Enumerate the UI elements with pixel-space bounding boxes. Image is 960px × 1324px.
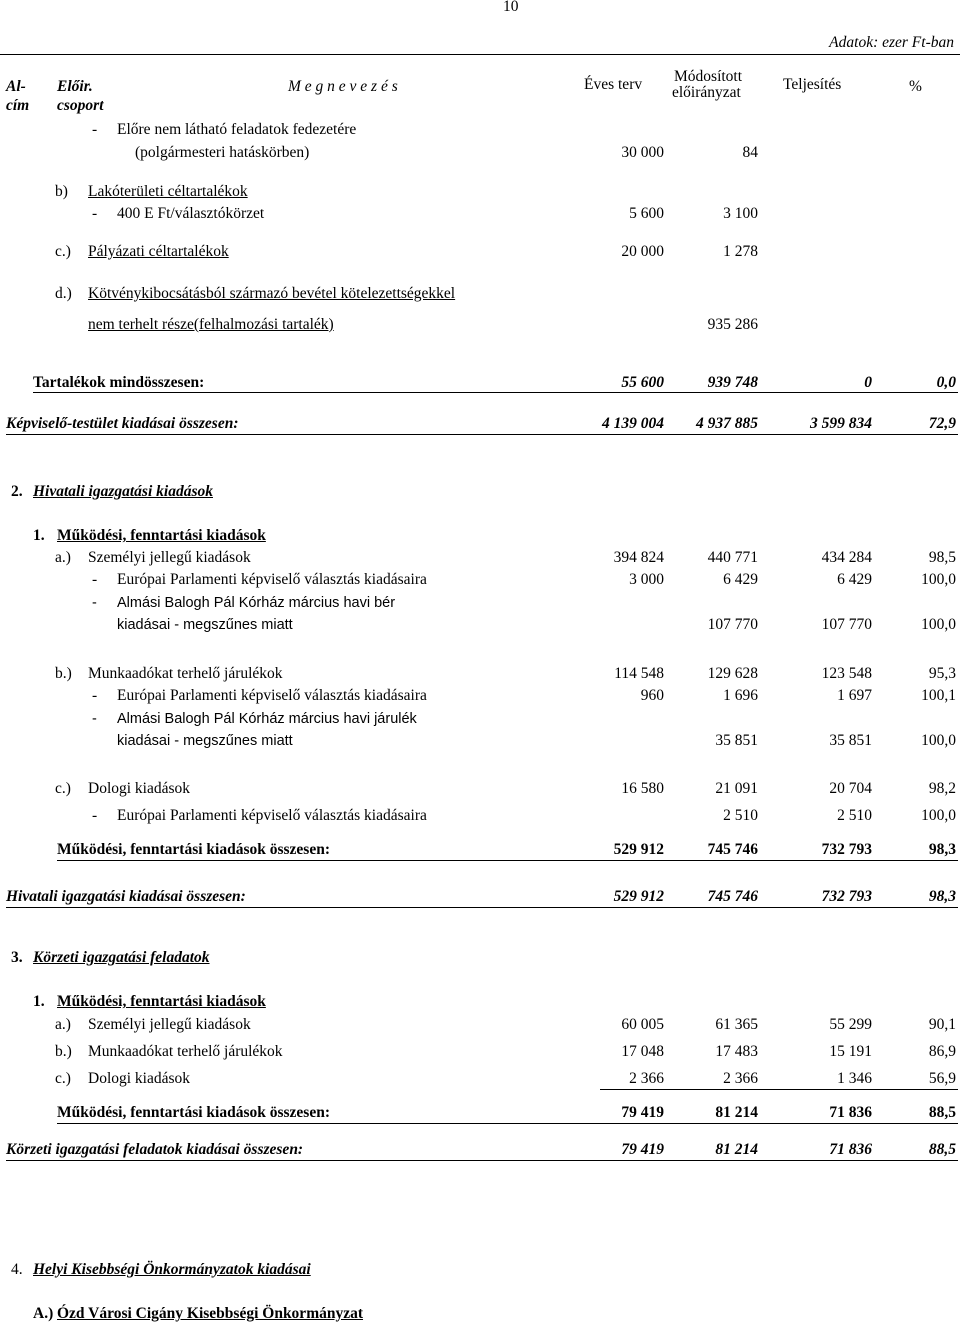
reserve-d-line-2: nem terhelt része(felhalmozási tartalék)	[88, 316, 334, 333]
s3-a-mod: 61 365	[715, 1016, 758, 1033]
section2-title: Hivatali igazgatási kiadások	[33, 483, 213, 500]
s2-a1-plan: 3 000	[629, 571, 664, 588]
s2-a1-name: Európai Parlamenti képviselő választás kiadásaira	[117, 571, 427, 588]
s2-total-mod: 745 746	[707, 888, 758, 905]
header-alcim-1: Al-	[6, 78, 26, 95]
reserve-c-mod: 1 278	[723, 243, 758, 260]
s3-a-pct: 90,1	[928, 1016, 956, 1033]
header-modositott-1: Módosított	[674, 68, 743, 85]
s3-c-done: 1 346	[837, 1070, 872, 1087]
s2-a2-line-1: Almási Balogh Pál Kórház március havi bér	[117, 595, 396, 611]
page-number: 10	[503, 0, 519, 15]
s3-op-total-pct: 88,5	[928, 1104, 956, 1121]
s3-b-label: b.)	[55, 1043, 72, 1060]
s3-c-plan: 2 366	[629, 1070, 664, 1087]
reserve-b-title: Lakóterületi céltartalékok	[88, 183, 248, 200]
section3-num: 3.	[11, 949, 23, 966]
s2-b1-dash: -	[92, 687, 98, 704]
header-modositott-2: előirányzat	[672, 84, 741, 101]
s2-total-rule	[6, 907, 958, 908]
s2-total-done: 732 793	[821, 888, 872, 905]
council-total-mod: 4 937 885	[696, 415, 758, 432]
s2-op-total-rule	[57, 860, 958, 861]
s2-c1-done: 2 510	[837, 807, 872, 824]
s2-b-mod: 129 628	[707, 665, 758, 682]
council-total-rule	[6, 434, 958, 435]
s3-c-mod: 2 366	[723, 1070, 758, 1087]
s2-op-total-pct: 98,3	[928, 841, 956, 858]
s2-a-mod: 440 771	[707, 549, 758, 566]
s2-total-label: Hivatali igazgatási kiadásai összesen:	[6, 888, 246, 905]
s2-c1-dash: -	[92, 807, 98, 824]
s2-c1-mod: 2 510	[723, 807, 758, 824]
s2-a1-done: 6 429	[837, 571, 872, 588]
section4-num: 4.	[11, 1261, 23, 1278]
header-megnevezes: M e g n e v e z é s	[288, 78, 398, 95]
s3-c-pct: 56,9	[928, 1070, 956, 1087]
reserves-total-plan: 55 600	[621, 374, 664, 391]
s2-b-pct: 95,3	[928, 665, 956, 682]
s3-a-plan: 60 005	[621, 1016, 664, 1033]
section4-sub-title: Ózd Városi Cigány Kisebbségi Önkormányzat	[57, 1305, 364, 1322]
reserves-total-pct: 0,0	[936, 374, 956, 391]
s3-b-pct: 86,9	[928, 1043, 956, 1060]
s3-b-name: Munkaadókat terhelő járulékok	[88, 1043, 283, 1060]
s3-total-plan: 79 419	[621, 1141, 664, 1158]
s3-b-plan: 17 048	[621, 1043, 664, 1060]
header-eloir-2: csoport	[57, 97, 104, 114]
reserve-d-mod: 935 286	[707, 316, 758, 333]
s3-op-total-label: Működési, fenntartási kiadások összesen:	[57, 1104, 330, 1121]
council-total-label: Képviselő-testület kiadásai összesen:	[6, 415, 239, 432]
header-eloir-1: Előir.	[57, 78, 93, 95]
council-total-pct: 72,9	[928, 415, 956, 432]
section2-sub-title: Működési, fenntartási kiadások	[57, 527, 266, 544]
s2-a-pct: 98,5	[928, 549, 956, 566]
s2-a1-mod: 6 429	[723, 571, 758, 588]
s3-a-name: Személyi jellegű kiadások	[88, 1016, 251, 1033]
s2-b2-line-1: Almási Balogh Pál Kórház március havi járulék	[117, 711, 417, 727]
section4-sub-label: A.)	[33, 1305, 54, 1322]
header-alcim-2: cím	[6, 97, 30, 114]
s2-a-name: Személyi jellegű kiadások	[88, 549, 251, 566]
s2-a-done: 434 284	[821, 549, 872, 566]
reserve-b-sub-dash: -	[92, 205, 98, 222]
s2-op-total-plan: 529 912	[613, 841, 664, 858]
header-percent: %	[909, 78, 922, 95]
s2-total-plan: 529 912	[613, 888, 664, 905]
reserve-c-title: Pályázati céltartalékok	[88, 243, 229, 260]
s2-b1-pct: 100,1	[921, 687, 956, 704]
s2-total-pct: 98,3	[928, 888, 956, 905]
s3-total-mod: 81 214	[715, 1141, 758, 1158]
reserve-d-line-1: Kötvénykibocsátásból származó bevétel kötelezettségekkel	[88, 285, 456, 302]
s2-a-plan: 394 824	[613, 549, 664, 566]
s2-b-name: Munkaadókat terhelő járulékok	[88, 665, 283, 682]
s2-b1-done: 1 697	[837, 687, 872, 704]
s2-b1-plan: 960	[640, 687, 664, 704]
s3-a-done: 55 299	[829, 1016, 872, 1033]
s2-b2-dash: -	[92, 711, 97, 727]
section3-sub-title: Működési, fenntartási kiadások	[57, 993, 266, 1010]
s3-a-label: a.)	[55, 1016, 71, 1033]
s2-c-mod: 21 091	[715, 780, 758, 797]
reserve-b-label: b)	[55, 183, 68, 200]
s2-a2-mod: 107 770	[707, 616, 758, 633]
s2-op-total-label: Működési, fenntartási kiadások összesen:	[57, 841, 330, 858]
section2-num: 2.	[11, 483, 23, 500]
s2-b1-name: Európai Parlamenti képviselő választás kiadásaira	[117, 687, 427, 704]
s3-op-total-mod: 81 214	[715, 1104, 758, 1121]
s2-b2-mod: 35 851	[715, 732, 758, 749]
s2-c-name: Dologi kiadások	[88, 780, 191, 797]
s3-items-rule	[600, 1089, 958, 1090]
header-teljesites: Teljesítés	[783, 76, 842, 93]
section3-sub-num: 1.	[33, 993, 45, 1010]
section4-title: Helyi Kisebbségi Önkormányzatok kiadásai	[33, 1261, 311, 1278]
reserves-total-label: Tartalékok mindösszesen:	[33, 374, 205, 391]
s3-total-done: 71 836	[829, 1141, 872, 1158]
s2-a2-done: 107 770	[821, 616, 872, 633]
s2-b1-mod: 1 696	[723, 687, 758, 704]
s3-b-done: 15 191	[829, 1043, 872, 1060]
s3-total-label: Körzeti igazgatási feladatok kiadásai összesen:	[6, 1141, 304, 1158]
section3-title: Körzeti igazgatási feladatok	[33, 949, 210, 966]
reserve-c-label: c.)	[55, 243, 71, 260]
s2-c-label: c.)	[55, 780, 71, 797]
s2-a1-pct: 100,0	[921, 571, 956, 588]
s2-op-total-mod: 745 746	[707, 841, 758, 858]
s2-a2-dash: -	[92, 595, 97, 611]
reserve-b-plan: 5 600	[629, 205, 664, 222]
header-eves-terv: Éves terv	[584, 76, 643, 93]
reserve-1-name: Előre nem látható feladatok fedezetére	[117, 121, 357, 138]
reserve-1-name-2: (polgármesteri hatáskörben)	[135, 144, 310, 161]
units-note: Adatok: ezer Ft-ban	[829, 34, 954, 51]
s3-op-total-plan: 79 419	[621, 1104, 664, 1121]
header-top-rule	[0, 54, 960, 55]
s2-a1-dash: -	[92, 571, 98, 588]
reserve-b-sub: 400 E Ft/választókörzet	[117, 205, 265, 222]
s2-op-total-done: 732 793	[821, 841, 872, 858]
s2-b-label: b.)	[55, 665, 72, 682]
s3-c-name: Dologi kiadások	[88, 1070, 191, 1087]
reserve-d-label: d.)	[55, 285, 72, 302]
reserve-b-mod: 3 100	[723, 205, 758, 222]
s2-b-plan: 114 548	[614, 665, 664, 682]
s2-c1-pct: 100,0	[921, 807, 956, 824]
s2-b-done: 123 548	[821, 665, 872, 682]
reserves-total-rule	[33, 392, 958, 393]
reserve-1-plan: 30 000	[621, 144, 664, 161]
s2-a2-pct: 100,0	[921, 616, 956, 633]
reserve-1-dash: -	[92, 121, 98, 138]
s2-b2-done: 35 851	[829, 732, 872, 749]
s2-c-pct: 98,2	[928, 780, 956, 797]
reserves-total-done: 0	[864, 374, 872, 391]
reserve-1-mod: 84	[742, 144, 758, 161]
s3-b-mod: 17 483	[715, 1043, 758, 1060]
s2-c-plan: 16 580	[621, 780, 664, 797]
s2-a2-line-2: kiadásai - megszűnes miatt	[117, 617, 293, 633]
s3-total-rule	[6, 1160, 958, 1161]
reserve-c-plan: 20 000	[621, 243, 664, 260]
s2-c-done: 20 704	[829, 780, 872, 797]
reserves-total-mod: 939 748	[707, 374, 758, 391]
s2-c1-name: Európai Parlamenti képviselő választás kiadásaira	[117, 807, 427, 824]
s3-total-pct: 88,5	[928, 1141, 956, 1158]
s2-b2-line-2: kiadásai - megszűnes miatt	[117, 733, 293, 749]
s2-b2-pct: 100,0	[921, 732, 956, 749]
s3-c-label: c.)	[55, 1070, 71, 1087]
council-total-done: 3 599 834	[810, 415, 872, 432]
section2-sub-num: 1.	[33, 527, 45, 544]
council-total-plan: 4 139 004	[602, 415, 664, 432]
s2-a-label: a.)	[55, 549, 71, 566]
s3-op-total-rule	[57, 1123, 958, 1124]
s3-op-total-done: 71 836	[829, 1104, 872, 1121]
